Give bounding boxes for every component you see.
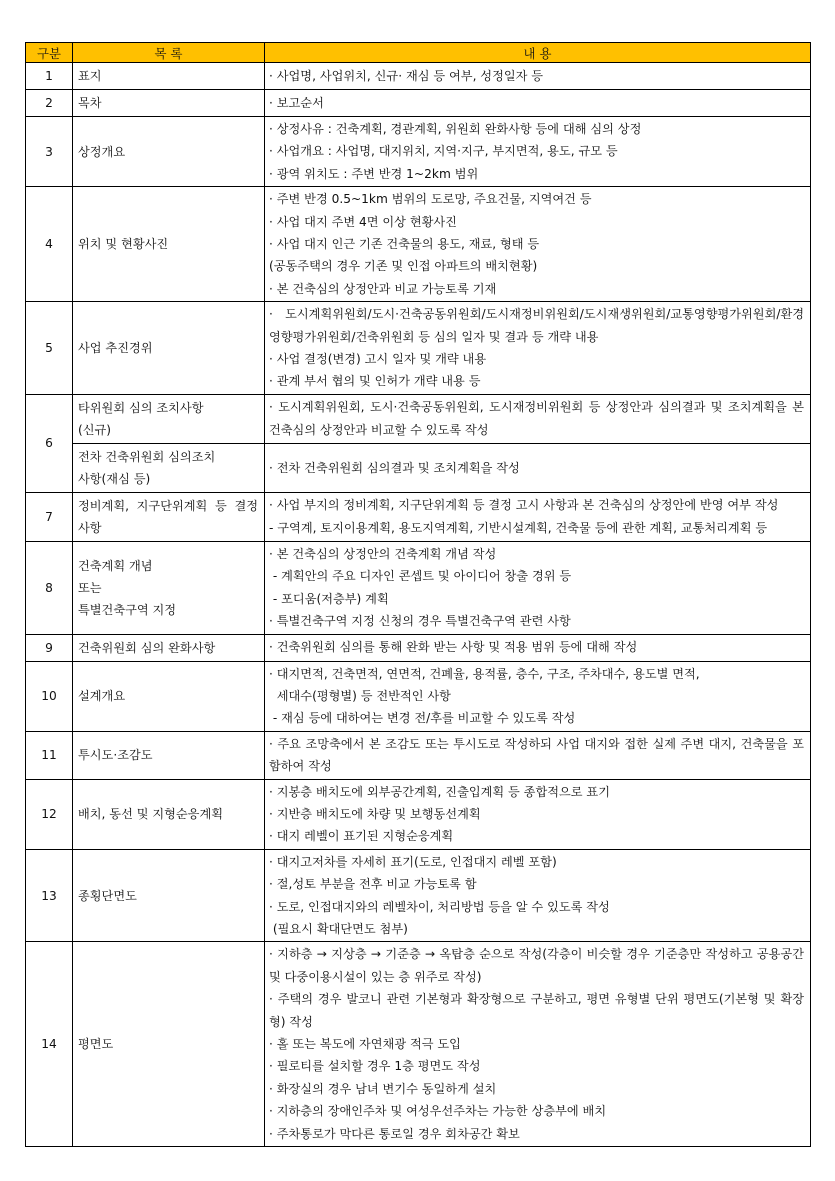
table-row xyxy=(26,849,811,942)
row-number: 4 xyxy=(26,187,73,302)
row-content: · 건축위원회 심의를 통해 완화 받는 사항 및 적용 범위 등에 대해 작성 xyxy=(265,634,811,661)
row-number: 8 xyxy=(26,541,73,634)
row-number: 7 xyxy=(26,492,73,541)
row-number: 6 xyxy=(26,394,73,492)
row-title: 정비계획, 지구단위계획 등 결정사항 xyxy=(73,492,265,541)
row-number: 5 xyxy=(26,302,73,395)
table-row xyxy=(26,394,811,443)
row-number: 9 xyxy=(26,634,73,661)
row-title: 평면도 xyxy=(73,942,265,1147)
header-category: 구분 xyxy=(26,43,73,63)
row-number: 1 xyxy=(26,63,73,90)
table-row xyxy=(26,117,811,187)
table-row xyxy=(26,779,811,849)
table-row xyxy=(26,90,811,117)
row-content: · 보고순서 xyxy=(265,90,811,117)
row-title: 종횡단면도 xyxy=(73,849,265,942)
row-content: · 도시계획위원회/도시·건축공동위원회/도시재정비위원회/도시재생위원회/교통영향평가위원회/환경영향평가위원회/건축위원회 등 심의 일자 및 결과 등 개략 내용 · 사업 결정(변경) 고시 일자 및 개략 내용 · 관계 부서 협의 및 인허가 개략 내용 등 xyxy=(265,302,811,395)
table-row xyxy=(26,731,811,779)
row-title: 타위원회 심의 조치사항 (신규) xyxy=(73,394,265,443)
row-content: · 주변 반경 0.5~1km 범위의 도로망, 주요건물, 지역여건 등 · 사업 대지 주변 4면 이상 현황사진 · 사업 대지 인근 기존 건축물의 용도, 재료, 형태 등 (공동주택의 경우 기존 및 인접 아파트의 배치현황) · 본 건축심의 상정안과 비교 가능토록 기재 xyxy=(265,187,811,302)
row-number: 10 xyxy=(26,661,73,731)
row-title: 건축위원회 심의 완화사항 xyxy=(73,634,265,661)
table-row xyxy=(26,63,811,90)
row-content: · 사업 부지의 정비계획, 지구단위계획 등 결정 고시 사항과 본 건축심의 상정안에 반영 여부 작성 - 구역계, 토지이용계획, 용도지역계획, 기반시설계획, 건축물 등에 관한 계획, 교통처리계획 등 xyxy=(265,492,811,541)
row-content: · 주요 조망축에서 본 조감도 또는 투시도로 작성하되 사업 대지와 접한 실제 주변 대지, 건축물을 포함하여 작성 xyxy=(265,731,811,779)
row-title: 위치 및 현황사진 xyxy=(73,187,265,302)
row-number: 14 xyxy=(26,942,73,1147)
row-content: · 사업명, 사업위치, 신규· 재심 등 여부, 성정일자 등 xyxy=(265,63,811,90)
table-row xyxy=(26,443,811,492)
row-title: 배치, 동선 및 지형순응계획 xyxy=(73,779,265,849)
row-number: 3 xyxy=(26,117,73,187)
table-row xyxy=(26,661,811,731)
row-number: 2 xyxy=(26,90,73,117)
table-row xyxy=(26,187,811,302)
row-title: 표지 xyxy=(73,63,265,90)
row-title: 투시도·조감도 xyxy=(73,731,265,779)
table-header-row xyxy=(26,43,811,63)
row-title: 전차 건축위원회 심의조치 사항(재심 등) xyxy=(73,443,265,492)
table-row xyxy=(26,541,811,634)
row-content: · 도시계획위원회, 도시·건축공동위원회, 도시재정비위원회 등 상정안과 심의결과 및 조치계획을 본 건축심의 상정안과 비교할 수 있도록 작성 xyxy=(265,394,811,443)
row-title: 건축계획 개념 또는 특별건축구역 지정 xyxy=(73,541,265,634)
row-title: 목차 xyxy=(73,90,265,117)
row-number: 12 xyxy=(26,779,73,849)
row-content: · 상정사유 : 건축계획, 경관계획, 위원회 완화사항 등에 대해 심의 상정 · 사업개요 : 사업명, 대지위치, 지역·지구, 부지면적, 용도, 규모 등 · 광역 위치도 : 주변 반경 1~2km 범위 xyxy=(265,117,811,187)
row-number: 11 xyxy=(26,731,73,779)
row-content: · 대지고저차를 자세히 표기(도로, 인접대지 레벨 포함) · 절,성토 부분을 전후 비교 가능토록 함 · 도로, 인접대지와의 레벨차이, 처리방법 등을 알 수 있도록 작성 (필요시 확대단면도 첨부) xyxy=(265,849,811,942)
row-content: · 지봉층 배치도에 외부공간계획, 진출입계획 등 종합적으로 표기 · 지반층 배치도에 차량 및 보행동선계획 · 대지 레벨이 표기된 지형순응계획 xyxy=(265,779,811,849)
table-row xyxy=(26,942,811,1147)
row-number: 13 xyxy=(26,849,73,942)
row-title: 사업 추진경위 xyxy=(73,302,265,395)
row-content: · 대지면적, 건축면적, 연면적, 건폐율, 용적률, 층수, 구조, 주차대수, 용도별 면적, 세대수(평형별) 등 전반적인 사항 - 재심 등에 대하여는 변경 전/후를 비교할 수 있도록 작성 xyxy=(265,661,811,731)
row-content: · 본 건축심의 상정안의 건축계획 개념 작성 - 계획안의 주요 디자인 콘셉트 및 아이디어 창출 경위 등 - 포디움(저층부) 계획 · 특별건축구역 지정 신청의 경우 특별건축구역 관련 사항 xyxy=(265,541,811,634)
table-row xyxy=(26,302,811,395)
header-content: 내 용 xyxy=(265,43,811,63)
document-table xyxy=(25,42,811,1147)
row-title: 상정개요 xyxy=(73,117,265,187)
row-content: · 지하층 → 지상층 → 기준층 → 옥탑층 순으로 작성(각층이 비슷할 경우 기준층만 작성하고 공용공간 및 다중이용시설이 있는 층 위주로 작성) · 주택의 경우 발코니 관련 기본형과 확장형으로 구분하고, 평면 유형별 단위 평면도(기본형 및 확장형) 작성 · 홀 또는 복도에 자연채광 적극 도입 · 필로티를 설치할 경우 1층 평면도 작성 · 화장실의 경우 남녀 변기수 동일하게 설치 · 지하층의 장애인주차 및 여성우선주차는 가능한 상층부에 배치 · 주차통로가 막다른 통로일 경우 회차공간 확보 xyxy=(265,942,811,1147)
row-content: · 전차 건축위원회 심의결과 및 조치계획을 작성 xyxy=(265,443,811,492)
table-row xyxy=(26,492,811,541)
header-list: 목 록 xyxy=(73,43,265,63)
row-title: 설계개요 xyxy=(73,661,265,731)
table-row xyxy=(26,634,811,661)
